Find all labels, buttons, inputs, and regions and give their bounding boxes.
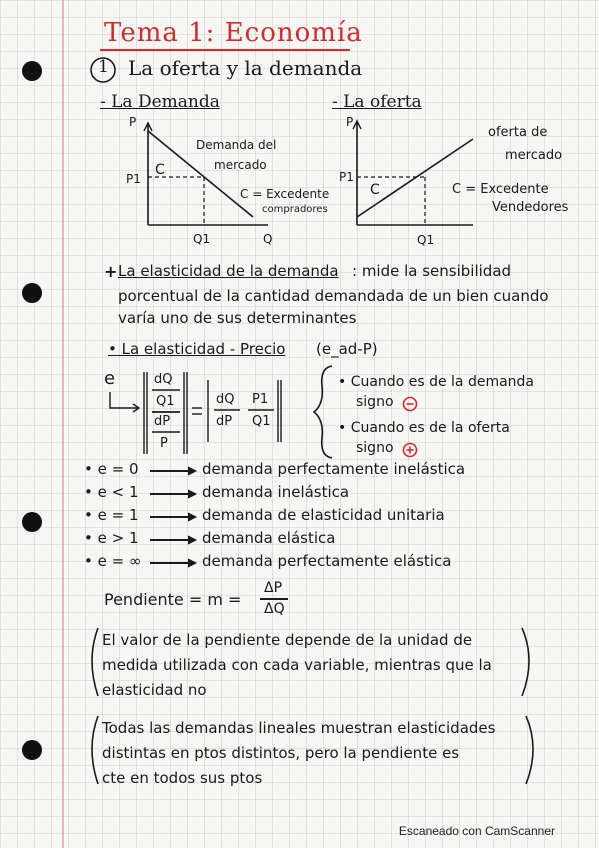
note1 <box>102 628 492 703</box>
case-demanda: • Cuando es de la demanda <box>338 374 534 390</box>
def-line2: porcentual de la cantidad demandada de un bien cuando <box>118 287 549 305</box>
oferta-curve-label: oferta de <box>488 125 548 140</box>
note1-line: medida utilizada con cada variable, mientras que la <box>102 656 492 674</box>
demanda-graph <box>128 115 328 245</box>
oferta-area-label: C <box>370 182 380 198</box>
title-underline <box>100 49 350 51</box>
demanda-excedente-2: compradores <box>262 204 328 215</box>
arrow-icon <box>150 535 200 545</box>
demanda-tick-p1: P1 <box>126 172 141 186</box>
case-desc: demanda perfectamente inelástica <box>202 460 466 478</box>
demanda-area-label: C <box>155 162 165 178</box>
arrow-icon <box>150 489 200 499</box>
demanda-heading: - La Demanda <box>100 92 220 112</box>
case-desc: demanda perfectamente elástica <box>202 552 452 570</box>
binder-hole <box>22 512 42 532</box>
frac2-dp: dP <box>216 414 233 429</box>
pendiente-label: Pendiente = m = <box>104 590 242 609</box>
case-desc: demanda elástica <box>202 529 336 547</box>
frac-dq: dQ <box>154 372 173 387</box>
elast-precio-heading: • La elasticidad - Precio <box>108 340 286 358</box>
demanda-curve-label-2: mercado <box>214 158 267 172</box>
def-bullet: + <box>104 262 118 281</box>
formula-structure <box>104 370 304 470</box>
case-row <box>84 552 524 575</box>
oferta-heading: - La oferta <box>332 92 422 112</box>
section-number: 1 <box>98 57 109 77</box>
case-row <box>84 483 524 506</box>
section-title: La oferta y la demanda <box>128 56 363 80</box>
pendiente-den: ΔQ <box>264 601 285 617</box>
oferta-excedente-2: Vendedores <box>492 200 569 215</box>
oferta-graph <box>343 115 503 245</box>
note1-line: El valor de la pendiente depende de la unidad de <box>102 631 473 649</box>
brace <box>312 364 336 460</box>
frac-q1: Q1 <box>156 394 175 409</box>
demanda-tick-q1: Q1 <box>193 232 211 246</box>
binder-hole <box>22 283 42 303</box>
case-row <box>84 506 524 529</box>
oferta-curve-label-2: mercado <box>505 148 563 163</box>
oferta-axis-y: P <box>346 115 354 129</box>
arrow-icon <box>150 466 200 476</box>
case-cond: • e = ∞ <box>84 552 142 570</box>
pendiente-fraction-bar <box>260 598 288 600</box>
binder-hole <box>22 61 42 81</box>
note2-line: cte en todos sus ptos <box>102 769 263 787</box>
page-title: Tema 1: Economía <box>104 18 363 48</box>
def-line1: : mide la sensibilidad <box>352 262 512 280</box>
arrow-icon <box>150 558 200 568</box>
case-desc: demanda inelástica <box>202 483 350 501</box>
pendiente-num: ΔP <box>264 580 283 596</box>
plus-circle-icon <box>402 442 418 458</box>
demanda-excedente: C = Excedente <box>240 187 330 201</box>
minus-circle-icon <box>402 396 418 412</box>
demanda-curve-label: Demanda del <box>196 138 277 152</box>
case-cond: • e > 1 <box>84 529 139 547</box>
binder-hole <box>22 740 42 760</box>
case-desc: demanda de elasticidad unitaria <box>202 506 445 524</box>
margin-line <box>62 0 64 848</box>
formula-e: e <box>104 368 116 389</box>
def-line3: varía uno de sus determinantes <box>118 309 357 327</box>
scanner-watermark: Escaneado con CamScanner <box>398 824 555 838</box>
case-cond: • e = 0 <box>84 460 139 478</box>
case-row <box>84 460 524 483</box>
note2 <box>102 716 495 791</box>
arrow-icon <box>150 512 200 522</box>
cases-list <box>84 460 524 575</box>
frac2-q1: Q1 <box>252 414 271 429</box>
note2-line: Todas las demandas lineales muestran elasticidades <box>102 719 496 737</box>
case-row <box>84 529 524 552</box>
elast-precio-suffix: (e_ad-P) <box>316 340 378 358</box>
case-demanda-sign: signo <box>356 394 394 410</box>
frac2-p1: P1 <box>252 392 269 407</box>
demanda-axis-y: P <box>129 115 137 129</box>
case-cond: • e < 1 <box>84 483 139 501</box>
note1-line: elasticidad no <box>102 681 207 699</box>
oferta-excedente: C = Excedente <box>452 182 549 197</box>
oferta-tick-p1: P1 <box>339 170 354 184</box>
oferta-tick-q1: Q1 <box>417 233 435 247</box>
case-oferta: • Cuando es de la oferta <box>338 420 510 436</box>
case-cond: • e = 1 <box>84 506 139 524</box>
case-oferta-sign: signo <box>356 440 394 456</box>
frac2-dq: dQ <box>216 392 235 407</box>
note2-line: distintas en ptos distintos, pero la pendiente es <box>102 744 460 762</box>
frac-dp: dP <box>154 414 171 429</box>
frac-p: P <box>160 436 168 451</box>
def-term: La elasticidad de la demanda <box>118 262 339 280</box>
demanda-axis-x: Q <box>263 232 273 246</box>
